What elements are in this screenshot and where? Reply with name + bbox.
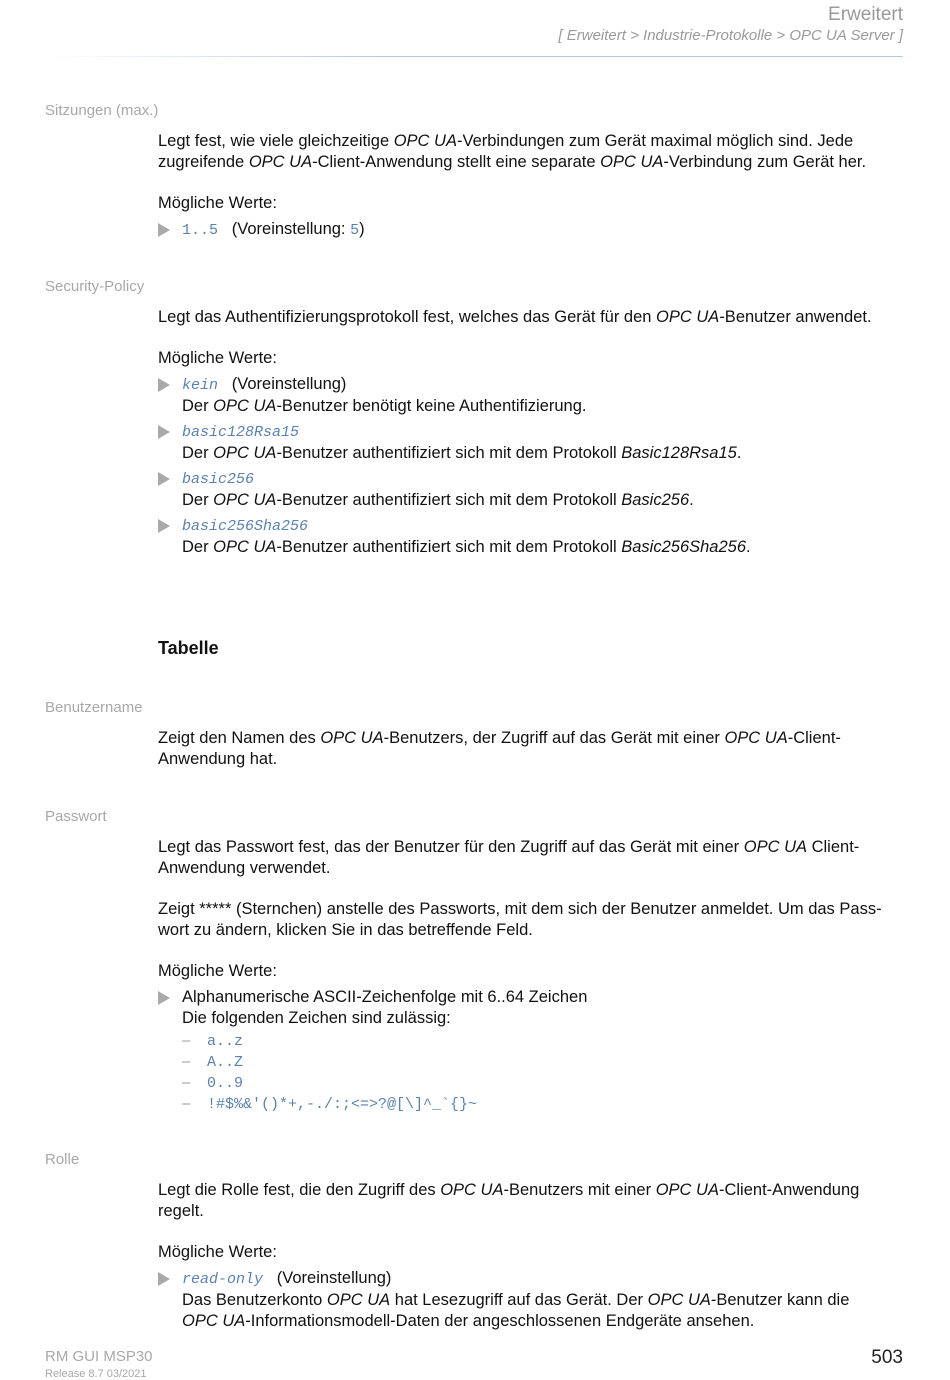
footer-document-name: RM GUI MSP30 bbox=[45, 1348, 153, 1365]
password-char-range: – a..z bbox=[182, 1032, 244, 1050]
security-description: Legt das Authentifizierungsprotokoll fest, welches das Gerät für den OPC UA-Benutzer anwendet. bbox=[158, 308, 872, 326]
security-value-basic256: basic256 Der OPC UA-Benutzer authentifiziert sich mit dem Protokoll Basic256. bbox=[158, 468, 908, 511]
security-possible-values-label: Mögliche Werte: bbox=[158, 349, 277, 367]
password-possible-values-label: Mögliche Werte: bbox=[158, 962, 277, 980]
breadcrumb: [ Erweitert > Industrie-Protokolle > OPC UA Server ] bbox=[558, 27, 903, 44]
bullet-triangle-icon bbox=[158, 425, 170, 439]
role-possible-values-label: Mögliche Werte: bbox=[158, 1243, 277, 1261]
bullet-triangle-icon bbox=[158, 991, 170, 1005]
header-divider bbox=[47, 56, 903, 57]
sessions-range: 1..5 bbox=[182, 222, 219, 239]
page-header-title: Erweitert bbox=[828, 4, 903, 25]
sessions-value-item: 1..5 (Voreinstellung: 5) bbox=[158, 219, 908, 241]
section-label-role: Rolle bbox=[45, 1151, 80, 1168]
password-char-range: – A..Z bbox=[182, 1053, 244, 1071]
password-char-range: – 0..9 bbox=[182, 1074, 244, 1092]
role-description: Legt die Rolle fest, die den Zugriff des OPC UA-Benutzers mit einer OPC UA-Client-Anwendung regelt. bbox=[158, 1181, 860, 1220]
section-label-username: Benutzername bbox=[45, 699, 143, 716]
role-value-read-only: read-only (Voreinstellung) Das Benutzerkonto OPC UA hat Lesezugriff auf das Gerät. Der OPC UA-Benutzer kann die OPC UA-Informationsmodell-Daten der angeschlossenen Endgeräte ansehen. bbox=[158, 1268, 908, 1332]
password-value-item: Alphanumerische ASCII-Zeichenfolge mit 6..64 Zeichen Die folgenden Zeichen sind zulässig: bbox=[158, 987, 908, 1029]
password-char-range: – !#$%&'()*+,-./:;<=>?@[\]^_`{}~ bbox=[182, 1095, 478, 1113]
bullet-triangle-icon bbox=[158, 519, 170, 533]
table-section-heading: Tabelle bbox=[158, 638, 219, 658]
sessions-description: Legt fest, wie viele gleichzeitige OPC UA-Verbindungen zum Gerät maximal möglich sind. Jede zugreifende OPC UA-Client-Anwendung stellt eine separate OPC UA-Verbindung zum Gerät her. bbox=[158, 132, 867, 171]
security-value-basic256sha256: basic256Sha256 Der OPC UA-Benutzer authentifiziert sich mit dem Protokoll Basic256Sha256. bbox=[158, 515, 908, 558]
section-label-password: Passwort bbox=[45, 808, 107, 825]
bullet-triangle-icon bbox=[158, 378, 170, 392]
security-value-basic128rsa15: basic128Rsa15 Der OPC UA-Benutzer authentifiziert sich mit dem Protokoll Basic128Rsa15. bbox=[158, 421, 908, 464]
sessions-default-value: 5 bbox=[350, 222, 360, 239]
bullet-triangle-icon bbox=[158, 223, 170, 237]
footer-release: Release 8.7 03/2021 bbox=[45, 1368, 147, 1380]
page-number: 503 bbox=[871, 1347, 903, 1368]
security-value-kein: kein (Voreinstellung) Der OPC UA-Benutzer benötigt keine Authentifizierung. bbox=[158, 374, 908, 417]
password-description: Legt das Passwort fest, das der Benutzer für den Zugriff auf das Gerät mit einer OPC UA Client-Anwendung verwendet. bbox=[158, 838, 860, 877]
password-description-2: Zeigt ***** (Sternchen) anstelle des Passworts, mit dem sich der Benutzer anmeldet. Um das Pass- wort zu ändern, klicken Sie in das betreffende Feld. bbox=[158, 900, 882, 939]
username-description: Zeigt den Namen des OPC UA-Benutzers, der Zugriff auf das Gerät mit einer OPC UA-Client-Anwendung hat. bbox=[158, 729, 841, 768]
section-label-security-policy: Security-Policy bbox=[45, 278, 145, 295]
bullet-triangle-icon bbox=[158, 1272, 170, 1286]
bullet-triangle-icon bbox=[158, 472, 170, 486]
section-label-sessions: Sitzungen (max.) bbox=[45, 102, 159, 119]
sessions-possible-values-label: Mögliche Werte: bbox=[158, 194, 277, 212]
